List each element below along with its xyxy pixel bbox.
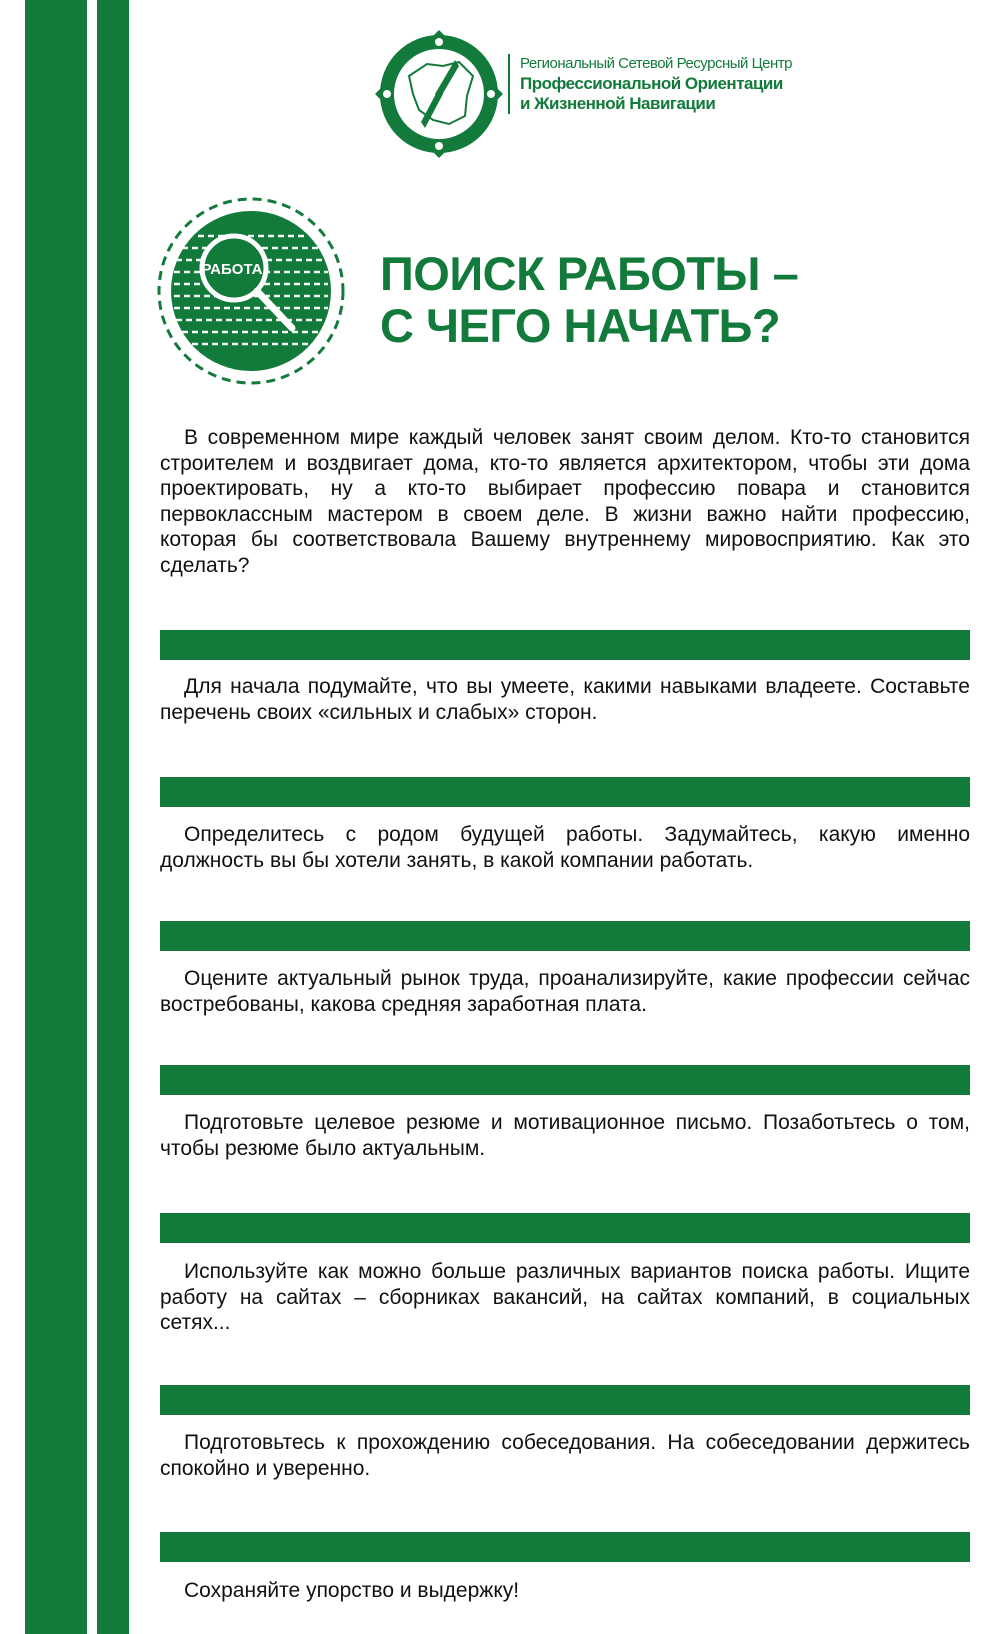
job-search-badge: [156, 196, 346, 386]
section-divider: [160, 1385, 970, 1415]
section-divider: [160, 777, 970, 807]
left-stripe-narrow: [97, 0, 129, 1634]
org-line-2: Профессиональной Ориентации: [520, 74, 783, 93]
title-line-2: С ЧЕГО НАЧАТЬ?: [380, 299, 781, 352]
step-6: Подготовьтесь к прохождению собеседования. На собеседовании держитесь спокойно и уверенно.: [160, 1431, 970, 1480]
step-5: Используйте как можно больше различных вариантов поиска работы. Ищите работу на сайтах – сборниках вакансий, на сайтах компаний, в социальных сетях...: [160, 1260, 970, 1334]
step-7: Сохраняйте упорство и выдержку!: [184, 1579, 520, 1602]
intro-paragraph: В современном мире каждый человек занят своим делом. Кто-то становится строителем и воздвигает дома, кто-то является архитектором, чтобы эти дома проектировать, ну а кто-то выбирает профессию повара и становится первоклассным мастером в своем деле. В жизни важно найти профессию, которая бы соответствовала Вашему внутреннему мировосприятию. Как это сделать?: [160, 426, 970, 577]
step-2: Определитесь с родом будущей работы. Задумайтесь, какую именно должность вы бы хотели занять, в какой компании работать.: [160, 823, 970, 872]
section-divider: [160, 1065, 970, 1095]
page-title: [380, 248, 798, 352]
left-stripe-wide: [25, 0, 87, 1634]
org-line-3: и Жизненной Навигации: [520, 94, 716, 113]
step-3: Оцените актуальный рынок труда, проанализируйте, какие профессии сейчас востребованы, какова средняя заработная плата.: [160, 967, 970, 1016]
step-4: Подготовьте целевое резюме и мотивационное письмо. Позаботьтесь о том, чтобы резюме было актуальным.: [160, 1111, 970, 1160]
org-line-1: Региональный Сетевой Ресурсный Центр: [520, 55, 793, 72]
section-divider: [160, 630, 970, 660]
section-divider: [160, 1532, 970, 1562]
organization-name: [508, 54, 820, 114]
section-divider: [160, 1213, 970, 1243]
compass-logo-icon: [369, 24, 509, 164]
badge-label: РАБОТА: [201, 261, 263, 278]
step-1: Для начала подумайте, что вы умеете, какими навыками владеете. Составьте перечень своих «сильных и слабых» сторон.: [160, 675, 970, 724]
title-line-1: ПОИСК РАБОТЫ –: [380, 247, 799, 300]
section-divider: [160, 921, 970, 951]
